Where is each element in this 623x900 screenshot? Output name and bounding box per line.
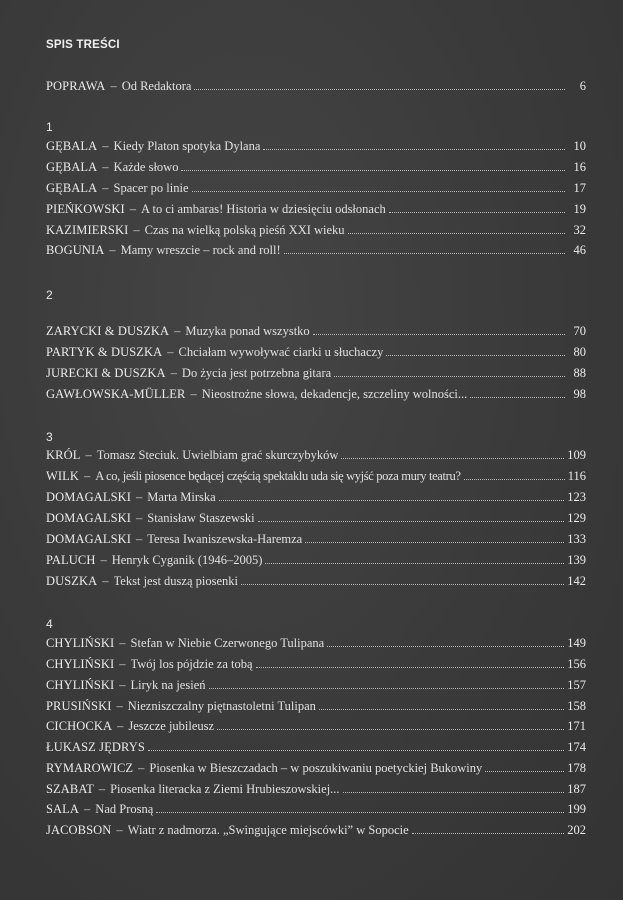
entry-author: SALA [46,802,80,816]
toc-entry [46,386,586,402]
entry-title: A to ci ambaras! Historia w dziesięciu odsłonach [141,202,386,216]
entry-page-number: 133 [567,532,586,546]
entry-page-number: 142 [567,574,586,588]
entry-page-number: 88 [573,366,586,380]
entry-author: JACOBSON [46,823,112,837]
entry-page-number: 156 [567,657,586,671]
entry-author: ŁUKASZ JĘDRYS [46,740,145,754]
toc-entry [46,760,586,776]
entry-separator: – [117,719,124,733]
entry-author: PALUCH [46,553,96,567]
entry-title: Liryk na jesień [130,678,206,692]
toc-entry [46,573,586,589]
section-number: 2 [46,288,53,302]
entry-separator: – [170,366,177,380]
entry-title: Tomasz Steciuk. Uwielbiam grać skurczybyków [96,448,339,462]
entry-title: Każde słowo [113,160,179,174]
dot-leader [305,542,564,543]
entry-page-number: 202 [567,823,586,837]
toc-entry [46,698,586,714]
entry-author: CICHOCKA [46,719,113,733]
entry-page-number: 187 [567,782,586,796]
entry-page-number: 158 [567,699,586,713]
entry-title: Nieostrożne słowa, dekadencje, szczeliny wolności... [201,387,468,401]
entry-title: Nad Prosną [95,802,154,816]
entry-page-number: 109 [567,448,586,462]
entry-separator: – [102,160,109,174]
dot-leader [241,584,564,585]
entry-title: Niezniszczalny piętnastoletni Tulipan [127,699,316,713]
entry-separator: – [133,223,140,237]
dot-leader [258,521,565,522]
entry-page-number: 80 [573,345,586,359]
dot-leader [192,191,565,192]
toc-heading: SPIS TREŚCI [46,39,120,51]
entry-author: GAWŁOWSKA-MÜLLER [46,387,186,401]
entry-title: Stanisław Staszewski [147,511,255,525]
entry-page-number: 149 [567,636,586,650]
entry-title: Marta Mirska [147,490,216,504]
toc-entry [46,822,586,838]
toc-entry [46,489,586,505]
entry-title: Spacer po linie [113,181,189,195]
dot-leader [156,812,564,813]
dot-leader [263,149,565,150]
entry-author: KRÓL [46,448,81,462]
toc-entry [46,344,586,360]
toc-entry [46,323,586,339]
section-number: 1 [46,120,53,134]
dot-leader [386,355,565,356]
entry-author: DOMAGALSKI [46,490,132,504]
entry-author: CHYLIŃSKI [46,657,115,671]
entry-separator: – [138,761,145,775]
entry-separator: – [116,823,123,837]
toc-entry [46,365,586,381]
entry-title: Teresa Iwaniszewska-Haremza [147,532,303,546]
entry-title: Piosenka literacka z Ziemi Hrubieszowskiej... [110,782,340,796]
entry-title: Jeszcze jubileusz [128,719,215,733]
dot-leader [217,729,564,730]
entry-author: KAZIMIERSKI [46,223,129,237]
dot-leader [343,792,565,793]
entry-page-number: 6 [579,79,586,93]
entry-separator: – [84,802,91,816]
entry-separator: – [102,574,109,588]
dot-leader [341,458,564,459]
entry-title: Piosenka w Bieszczadach – w poszukiwaniu poetyckiej Bukowiny [149,761,483,775]
entry-title: Wiatr z nadmorza. „Swingujące miejscówki” w Sopocie [127,823,409,837]
dot-leader [148,750,564,751]
entry-separator: – [85,448,92,462]
toc-entry-intro [46,78,586,94]
entry-page-number: 98 [573,387,586,401]
entry-title: Tekst jest duszą piosenki [113,574,238,588]
toc-entry [46,222,586,238]
entry-title: Twój los pójdzie za tobą [130,657,253,671]
dot-leader [327,646,564,647]
entry-separator: – [116,699,123,713]
entry-separator: – [110,79,117,93]
entry-author: GĘBALA [46,181,98,195]
entry-title: Czas na wielką polską pieśń XXI wieku [144,223,345,237]
entry-page-number: 199 [567,802,586,816]
dot-leader [348,233,565,234]
entry-author: PIEŃKOWSKI [46,202,125,216]
toc-entry [46,159,586,175]
entry-separator: – [100,553,107,567]
dot-leader [464,479,565,480]
entry-separator: – [119,678,126,692]
entry-separator: – [129,202,137,216]
toc-entry [46,531,586,547]
entry-separator: – [119,636,126,650]
entry-page-number: 10 [573,139,586,153]
entry-page-number: 32 [573,223,586,237]
dot-leader [334,376,565,377]
entry-author: CHYLIŃSKI [46,678,115,692]
entry-author: PARTYK & DUSZKA [46,345,163,359]
entry-separator: – [98,782,106,796]
dot-leader [412,833,565,834]
entry-separator: – [190,387,197,401]
entry-separator: – [119,657,126,671]
entry-page-number: 16 [573,160,586,174]
dot-leader [265,563,564,564]
entry-author: POPRAWA [46,79,106,93]
entry-author: DOMAGALSKI [46,532,132,546]
entry-title: A co, jeśli piosence będącej częścią spektaklu uda się wyjść poza mury teatru? [95,469,461,483]
dot-leader [485,771,564,772]
entry-separator: – [84,469,91,483]
entry-page-number: 174 [567,740,586,754]
toc-entry [46,635,586,651]
entry-author: DUSZKA [46,574,98,588]
toc-entry [46,242,586,258]
entry-title: Mamy wreszcie – rock and roll! [120,243,281,257]
toc-entry [46,468,586,484]
entry-page-number: 171 [567,719,586,733]
entry-author: BOGUNIA [46,243,105,257]
entry-separator: – [167,345,174,359]
section-number: 4 [46,617,53,631]
entry-title: Henryk Cyganik (1946–2005) [111,553,263,567]
entry-author: GĘBALA [46,160,98,174]
entry-separator: – [102,139,109,153]
entry-title: Chciałam wywoływać ciarki u słuchaczy [178,345,384,359]
toc-entry [46,552,586,568]
entry-author: SZABAT [46,782,94,796]
entry-title: Kiedy Platon spotyka Dylana [113,139,261,153]
entry-author: PRUSIŃSKI [46,699,112,713]
entry-page-number: 157 [567,678,586,692]
dot-leader [319,709,564,710]
entry-page-number: 17 [573,181,586,195]
entry-separator: – [109,243,116,257]
dot-leader [470,397,565,398]
entry-separator: – [136,532,143,546]
entry-title: Od Redaktora [121,79,192,93]
entry-author: GĘBALA [46,139,98,153]
entry-author: RYMAROWICZ [46,761,134,775]
toc-entry [46,677,586,693]
dot-leader [219,500,565,501]
dot-leader [256,667,565,668]
dot-leader [389,212,565,213]
toc-entry [46,180,586,196]
toc-entry [46,510,586,526]
toc-entry [46,801,586,817]
toc-entry [46,138,586,154]
dot-leader [181,170,565,171]
entry-page-number: 139 [567,553,586,567]
dot-leader [284,253,565,254]
toc-entry [46,781,586,797]
dot-leader [194,89,565,90]
entry-separator: – [136,490,143,504]
toc-entry [46,739,586,755]
entry-separator: – [136,511,143,525]
entry-author: WILK [46,469,80,483]
entry-page-number: 129 [567,511,586,525]
entry-author: CHYLIŃSKI [46,636,115,650]
toc-entry [46,201,586,217]
toc-entry [46,656,586,672]
toc-entry [46,447,586,463]
entry-page-number: 19 [573,202,586,216]
entry-separator: – [174,324,181,338]
toc-entry [46,718,586,734]
entry-author: DOMAGALSKI [46,511,132,525]
entry-title: Stefan w Niebie Czerwonego Tulipana [130,636,325,650]
entry-separator: – [102,181,109,195]
entry-title: Muzyka ponad wszystko [185,324,310,338]
entry-title: Do życia jest potrzebna gitara [181,366,332,380]
section-number: 3 [46,430,53,444]
dot-leader [209,688,565,689]
dot-leader [313,334,565,335]
entry-page-number: 123 [567,490,586,504]
entry-page-number: 46 [573,243,586,257]
entry-author: ZARYCKI & DUSZKA [46,324,170,338]
entry-page-number: 70 [573,324,586,338]
entry-page-number: 178 [567,761,586,775]
entry-author: JURECKI & DUSZKA [46,366,166,380]
entry-page-number: 116 [567,469,586,483]
